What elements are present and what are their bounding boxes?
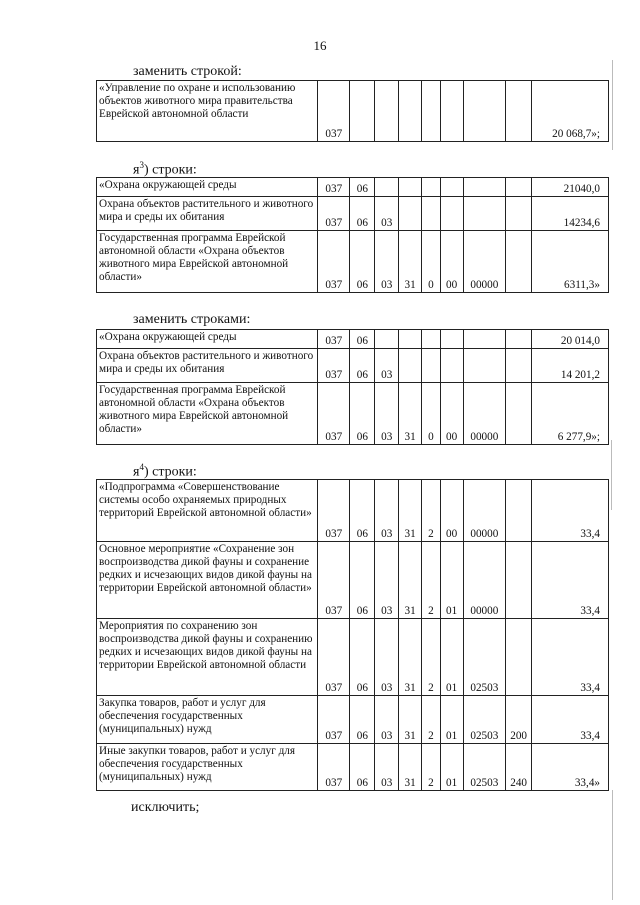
heading-text: ) строки: [143, 464, 197, 480]
cell-event: 00 [440, 480, 463, 542]
cell-ministry: 037 [318, 744, 350, 791]
cell-sum: 20 068,7»; [532, 81, 609, 142]
cell-subsection [375, 81, 399, 142]
cell-direction: 00000 [463, 542, 506, 619]
cell-ministry: 037 [318, 178, 350, 197]
cell-sum: 33,4» [532, 744, 609, 791]
section-heading [133, 462, 197, 481]
cell-ministry: 037 [318, 231, 350, 293]
table-row [97, 81, 609, 142]
cell-event: 01 [440, 619, 463, 696]
cell-subsection: 03 [375, 619, 399, 696]
cell-ministry: 037 [318, 383, 350, 445]
scan-edge-mark [612, 790, 613, 900]
cell-expense-type [506, 383, 532, 445]
cell-program: 31 [399, 231, 422, 293]
cell-section: 06 [350, 330, 375, 349]
cell-subsection: 03 [375, 744, 399, 791]
cell-expense-type [506, 330, 532, 349]
cell-direction [463, 349, 506, 383]
cell-ministry: 037 [318, 542, 350, 619]
cell-sum: 14234,6 [532, 197, 609, 231]
cell-program [399, 349, 422, 383]
heading-superscript: 3 [139, 160, 144, 170]
cell-expense-type [506, 480, 532, 542]
cell-sum: 33,4 [532, 696, 609, 744]
row-name: Закупка товаров, работ и услуг для обеспечения государственных (муниципальных) нужд [97, 696, 318, 744]
cell-program: 31 [399, 542, 422, 619]
cell-subprogram: 2 [422, 696, 441, 744]
table-row [97, 619, 609, 696]
cell-section: 06 [350, 178, 375, 197]
cell-event [440, 330, 463, 349]
cell-subsection: 03 [375, 349, 399, 383]
cell-subprogram: 0 [422, 231, 441, 293]
cell-subsection: 03 [375, 480, 399, 542]
row-name: Государственная программа Еврейской автономной области «Охрана объектов животного мира Еврейской автономной области» [97, 231, 318, 293]
scan-edge-mark [611, 440, 612, 510]
budget-table [96, 177, 609, 293]
cell-direction: 02503 [463, 696, 506, 744]
cell-expense-type [506, 81, 532, 142]
row-name: «Охрана окружающей среды [97, 178, 318, 197]
cell-program: 31 [399, 480, 422, 542]
row-name: «Управление по охране и использованию объектов животного мира правительства Еврейской автономной области [97, 81, 318, 142]
cell-expense-type: 200 [506, 696, 532, 744]
cell-subsection: 03 [375, 542, 399, 619]
cell-expense-type [506, 349, 532, 383]
table-row [97, 231, 609, 293]
cell-subprogram [422, 81, 441, 142]
heading-letter: я [133, 464, 140, 480]
row-name: Иные закупки товаров, работ и услуг для обеспечения государственных (муниципальных) нужд [97, 744, 318, 791]
cell-subprogram: 2 [422, 480, 441, 542]
cell-expense-type [506, 231, 532, 293]
cell-ministry: 037 [318, 480, 350, 542]
cell-sum: 33,4 [532, 542, 609, 619]
cell-expense-type [506, 178, 532, 197]
cell-section: 06 [350, 197, 375, 231]
cell-expense-type [506, 619, 532, 696]
table-row [97, 480, 609, 542]
heading-superscript: 4 [139, 462, 144, 472]
section-heading: заменить строкой: [133, 64, 242, 79]
cell-section: 06 [350, 349, 375, 383]
cell-sum: 21040,0 [532, 178, 609, 197]
cell-sum: 20 014,0 [532, 330, 609, 349]
cell-subprogram: 2 [422, 744, 441, 791]
table-row [97, 542, 609, 619]
cell-subprogram [422, 178, 441, 197]
cell-ministry: 037 [318, 696, 350, 744]
cell-program [399, 178, 422, 197]
cell-expense-type: 240 [506, 744, 532, 791]
cell-subsection: 03 [375, 231, 399, 293]
cell-subsection: 03 [375, 197, 399, 231]
cell-ministry: 037 [318, 619, 350, 696]
heading-text: ) строки: [143, 162, 197, 178]
table-row [97, 349, 609, 383]
cell-subsection [375, 178, 399, 197]
cell-ministry: 037 [318, 197, 350, 231]
cell-subsection: 03 [375, 696, 399, 744]
budget-table [96, 80, 609, 142]
budget-table [96, 479, 609, 791]
row-name: «Подпрограмма «Совершенствование системы особо охраняемых природных территорий Еврейской автономной области» [97, 480, 318, 542]
cell-subprogram: 2 [422, 542, 441, 619]
section-heading [133, 160, 197, 179]
table-row [97, 197, 609, 231]
table-row [97, 383, 609, 445]
cell-section: 06 [350, 383, 375, 445]
cell-event [440, 178, 463, 197]
cell-subprogram [422, 349, 441, 383]
cell-program: 31 [399, 383, 422, 445]
cell-subprogram [422, 330, 441, 349]
cell-section [350, 81, 375, 142]
cell-expense-type [506, 197, 532, 231]
cell-program: 31 [399, 744, 422, 791]
cell-direction: 00000 [463, 231, 506, 293]
cell-section: 06 [350, 231, 375, 293]
table-row [97, 744, 609, 791]
cell-ministry: 037 [318, 349, 350, 383]
row-name: Основное мероприятие «Сохранение зон воспроизводства дикой фауны и сохранение редких и исчезающих видов дикой фауны на территории Еврейской автономной области» [97, 542, 318, 619]
cell-subsection: 03 [375, 383, 399, 445]
row-name: Охрана объектов растительного и животного мира и среды их обитания [97, 197, 318, 231]
cell-event: 00 [440, 383, 463, 445]
cell-section: 06 [350, 744, 375, 791]
cell-direction: 02503 [463, 619, 506, 696]
cell-section: 06 [350, 696, 375, 744]
table-row [97, 696, 609, 744]
cell-sum: 33,4 [532, 480, 609, 542]
cell-ministry: 037 [318, 81, 350, 142]
cell-direction: 00000 [463, 383, 506, 445]
cell-event: 00 [440, 231, 463, 293]
cell-expense-type [506, 542, 532, 619]
cell-subsection [375, 330, 399, 349]
cell-subprogram: 0 [422, 383, 441, 445]
cell-subprogram: 2 [422, 619, 441, 696]
cell-event: 01 [440, 696, 463, 744]
cell-direction [463, 330, 506, 349]
cell-subprogram [422, 197, 441, 231]
footer-instruction: исключить; [131, 800, 200, 815]
cell-program [399, 330, 422, 349]
cell-section: 06 [350, 480, 375, 542]
cell-direction: 00000 [463, 480, 506, 542]
cell-ministry: 037 [318, 330, 350, 349]
cell-section: 06 [350, 542, 375, 619]
budget-table [96, 329, 609, 445]
cell-event [440, 349, 463, 383]
cell-direction [463, 197, 506, 231]
cell-sum: 33,4 [532, 619, 609, 696]
table-row [97, 178, 609, 197]
table-row [97, 330, 609, 349]
cell-program [399, 81, 422, 142]
row-name: Мероприятия по сохранению зон воспроизводства дикой фауны и сохранению редких и исчезающих видов дикой фауны на территории Еврейской автономной области [97, 619, 318, 696]
cell-event [440, 197, 463, 231]
cell-event [440, 81, 463, 142]
cell-sum: 6311,3» [532, 231, 609, 293]
cell-program: 31 [399, 619, 422, 696]
scan-edge-mark [612, 60, 613, 150]
heading-letter: я [133, 162, 140, 178]
cell-event: 01 [440, 744, 463, 791]
cell-sum: 14 201,2 [532, 349, 609, 383]
row-name: Государственная программа Еврейской автономной области «Охрана объектов животного мира Еврейской автономной области» [97, 383, 318, 445]
section-heading: заменить строками: [133, 312, 251, 327]
cell-program: 31 [399, 696, 422, 744]
cell-direction [463, 178, 506, 197]
cell-section: 06 [350, 619, 375, 696]
row-name: Охрана объектов растительного и животного мира и среды их обитания [97, 349, 318, 383]
cell-event: 01 [440, 542, 463, 619]
cell-program [399, 197, 422, 231]
cell-direction: 02503 [463, 744, 506, 791]
cell-sum: 6 277,9»; [532, 383, 609, 445]
row-name: «Охрана окружающей среды [97, 330, 318, 349]
page-number: 16 [313, 38, 327, 53]
cell-direction [463, 81, 506, 142]
